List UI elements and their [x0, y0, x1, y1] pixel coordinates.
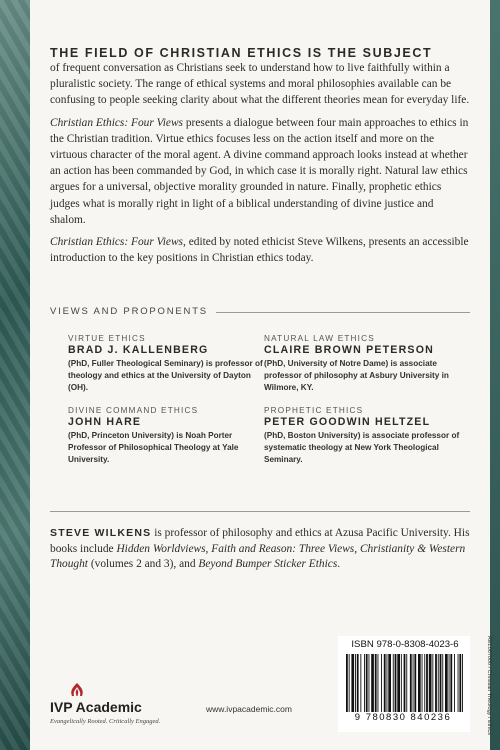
view-proponent: BRAD J. KALLENBERG [68, 344, 209, 356]
barcode-bar [432, 654, 433, 712]
view-proponent: JOHN HARE [68, 416, 142, 428]
barcode-bar [357, 654, 359, 712]
barcode-bar [410, 654, 412, 712]
barcode-bar [378, 654, 379, 712]
publisher-logo [50, 682, 160, 732]
intro-paragraph: of frequent conversation as Christians seek to understand how to live faithfully within a pluralistic society. The range of ethical systems and moral philosophies available can be confusing to people seeking clarity about what the different theories mean for everyday life. [50, 62, 470, 107]
barcode-bar [401, 654, 402, 712]
barcode-bar [438, 654, 439, 712]
barcode-bar [397, 654, 400, 712]
view-proponent: PETER GOODWIN HELTZEL [264, 416, 431, 428]
barcode-bar [449, 654, 450, 712]
book-title: Christian Ethics: Four Views [50, 116, 183, 129]
overview-paragraph [50, 115, 470, 228]
barcode-bar [414, 654, 416, 712]
barcode-bar [440, 654, 442, 712]
barcode-bar [418, 654, 421, 712]
views-title: VIEWS AND PROPONENTS [50, 306, 216, 317]
book-title: Christian Ethics: Four Views [50, 236, 183, 249]
barcode-bar [445, 654, 448, 712]
barcode-bar [426, 654, 428, 712]
summary-text: , edited by noted ethicist Steve Wilkens, presents an accessible introduction to the key positions in Christian ethics today. [50, 236, 469, 265]
overview-text: presents a dialogue between four main approaches to ethics in the Christian tradition. Virtue ethics focuses less on the action itself and more on the virtuous character of the moral agent. A divine command approach looks instead at whether an action has been commanded by God, in which case it is morally right. Natural law ethics argues for a universal, objective morality grounded in nature. Finally, prophetic ethics judges what is morally right in light of a biblical understanding of divine justice and shalom. [50, 116, 469, 226]
view-bio: (PhD, Princeton University) is Noah Porter Professor of Philosophical Theology at Yale University. [68, 431, 239, 464]
description-block [50, 46, 470, 270]
author-text: (volumes 2 and 3), and [87, 558, 199, 570]
summary-paragraph [50, 234, 470, 266]
headline: THE FIELD OF CHRISTIAN ETHICS IS THE SUBJECT [50, 46, 433, 60]
barcode-bar [381, 654, 382, 712]
view-virtue-ethics [68, 334, 268, 394]
view-natural-law-ethics [264, 334, 464, 394]
barcode-bar [424, 654, 425, 712]
barcode-bar [369, 654, 370, 712]
barcode-bar [458, 654, 459, 712]
author-divider [50, 511, 470, 512]
barcode [344, 654, 466, 712]
view-category: DIVINE COMMAND ETHICS [68, 406, 199, 415]
author-book: Hidden Worldviews, Faith and Reason: Three Views, Christianity & Western Thought [50, 542, 466, 570]
view-category: PROPHETIC ETHICS [264, 406, 364, 415]
barcode-bar [349, 654, 350, 712]
view-proponent: CLAIRE BROWN PETERSON [264, 344, 434, 356]
barcode-bar [450, 654, 452, 712]
barcode-bar [355, 654, 356, 712]
barcode-bar [388, 654, 391, 712]
barcode-bar [459, 654, 461, 712]
barcode-bar [435, 654, 437, 712]
publisher-tagline: Evangelically Rooted. Critically Engaged. [50, 718, 161, 725]
barcode-bar [422, 654, 423, 712]
barcode-bar [404, 654, 406, 712]
view-bio: (PhD, Fuller Theological Seminary) is professor of theology and ethics at the University of Dayton (OH). [68, 359, 263, 392]
barcode-digits: 9 780830 840236 [354, 712, 452, 723]
barcode-bar [364, 654, 365, 712]
barcode-bar [429, 654, 432, 712]
barcode-bar [395, 654, 397, 712]
barcode-bar [371, 654, 374, 712]
publisher-website: www.ivpacademic.com [206, 704, 292, 714]
view-bio: (PhD, University of Notre Dame) is associate professor of philosophy at Asbury University in Wilmore, KY. [264, 359, 449, 392]
barcode-bar [375, 654, 377, 712]
barcode-bar [360, 654, 361, 712]
barcode-bar [406, 654, 407, 712]
author-text: . [337, 558, 341, 570]
author-name: STEVE WILKENS [50, 527, 152, 539]
barcode-bar [346, 654, 348, 712]
barcode-bar [384, 654, 386, 712]
publisher-brand: IVP Academic [50, 699, 142, 715]
bisac-category [482, 636, 492, 736]
barcode-bar [366, 654, 368, 712]
view-bio: (PhD, Boston University) is associate professor of systematic theology at New York Theological Seminary. [264, 431, 460, 464]
view-prophetic-ethics [264, 406, 464, 466]
barcode-bar [462, 654, 463, 712]
barcode-bar [393, 654, 394, 712]
bisac-category-text: REL067000 / Christian Theology / Ethics [486, 636, 492, 735]
barcode-bar [442, 654, 443, 712]
view-category: NATURAL LAW ETHICS [264, 334, 375, 343]
view-category: VIRTUE ETHICS [68, 334, 146, 343]
author-bio [50, 526, 470, 573]
barcode-bar [413, 654, 414, 712]
barcode-bar [387, 654, 388, 712]
isbn-label: ISBN 978-0-8308-4023-6 [351, 639, 459, 650]
ivp-flame-icon [66, 682, 88, 698]
barcode-bar [454, 654, 455, 712]
left-cover-edge [0, 0, 30, 750]
view-divine-command-ethics [68, 406, 268, 466]
author-text: is professor of philosophy and ethics at Azusa Pacific University. His books include [50, 527, 470, 555]
barcode-bar [351, 654, 354, 712]
author-book: Beyond Bumper Sticker Ethics [198, 558, 338, 570]
